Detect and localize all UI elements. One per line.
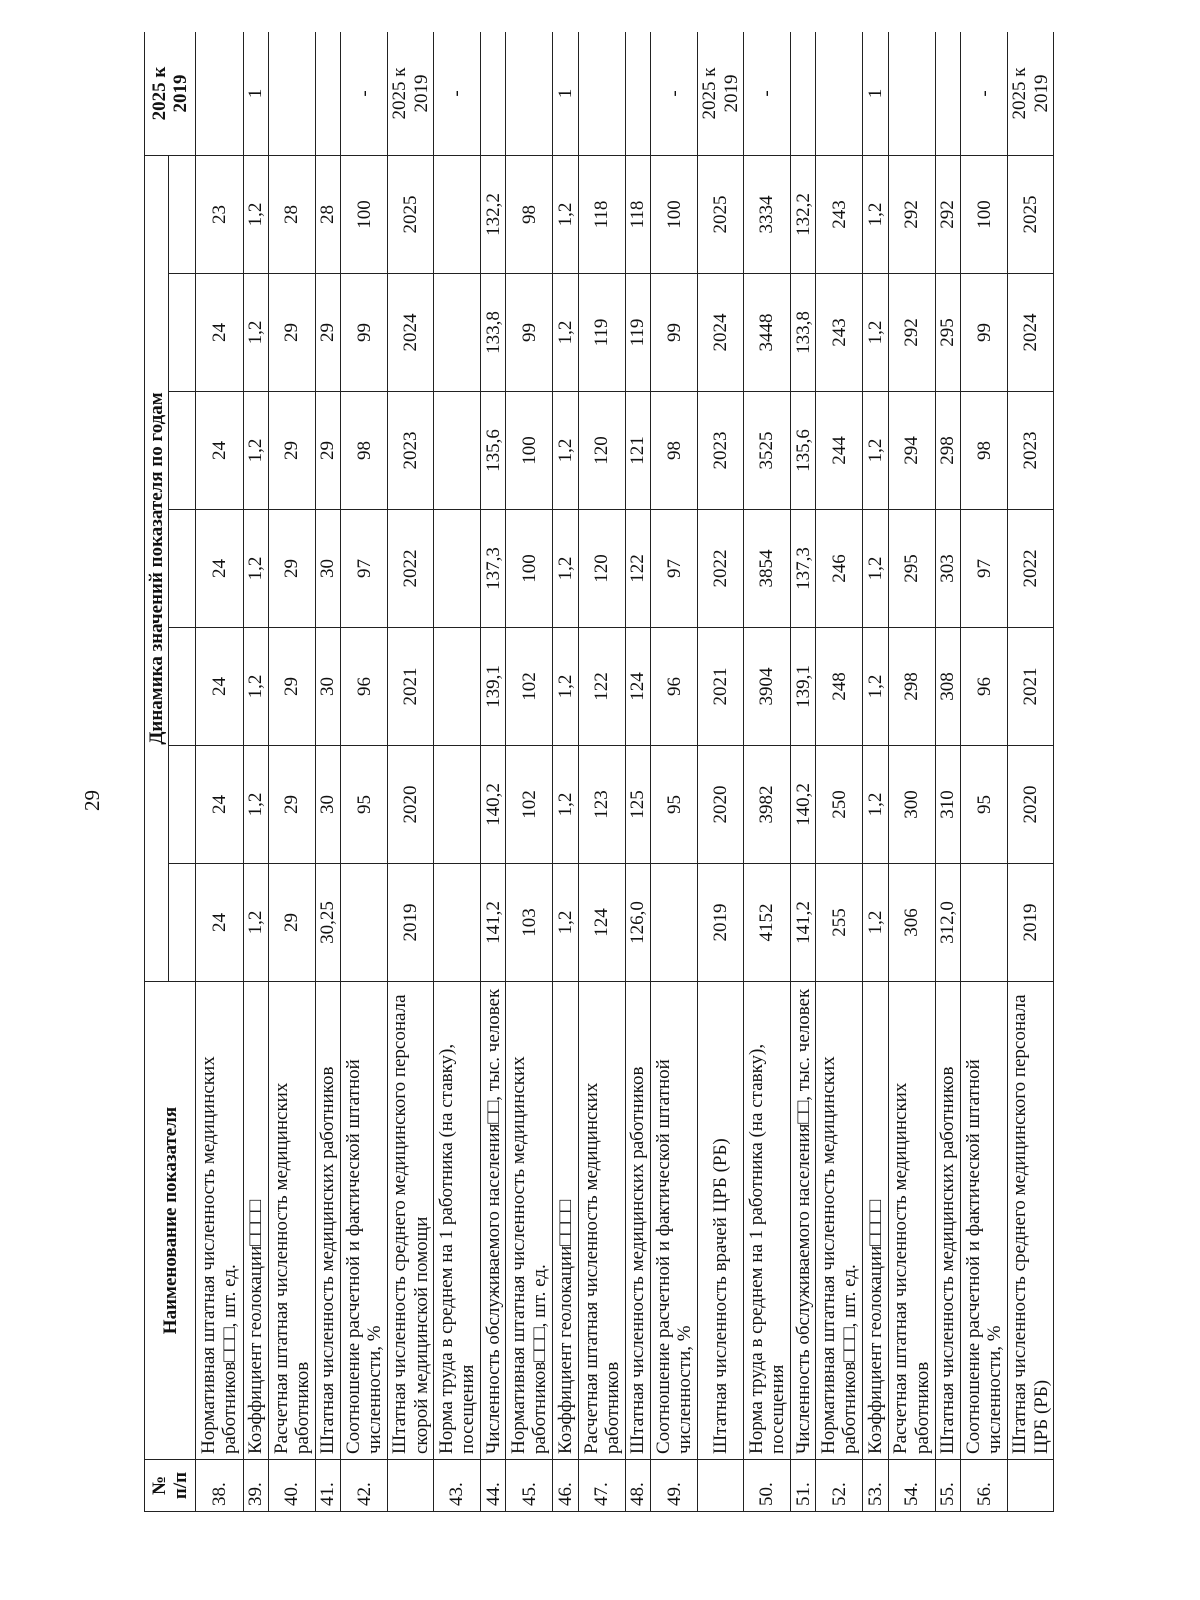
ratio-cell: 2025 к 2019	[1008, 32, 1054, 155]
table-row	[268, 32, 315, 1512]
value-cell: 255	[816, 864, 863, 982]
value-cell	[651, 864, 698, 982]
value-cell: 2021	[698, 628, 744, 746]
value-cell: 1,2	[553, 746, 578, 864]
ratio-cell: -	[743, 32, 790, 155]
value-cell: 98	[961, 392, 1008, 510]
value-cell: 140,2	[481, 746, 506, 864]
value-cell	[341, 864, 388, 982]
value-cell	[433, 746, 480, 864]
indicator-name: Коэффициент геолокации□□□□	[243, 982, 268, 1460]
header-spacer	[169, 392, 196, 510]
value-cell: 1,2	[553, 510, 578, 628]
header-spacer	[169, 864, 196, 982]
value-cell: 2021	[1008, 628, 1054, 746]
value-cell: 96	[961, 628, 1008, 746]
indicator-name: Нормативная штатная численность медицинских работников□□□, шт. ед.	[506, 982, 553, 1460]
indicator-name: Норма труда в среднем на 1 работника (на ставку), посещения	[433, 982, 480, 1460]
value-cell: 306	[888, 864, 935, 982]
row-number: 51.	[791, 1460, 816, 1512]
value-cell: 1,2	[243, 274, 268, 392]
header-num: № п/п	[145, 1460, 196, 1512]
header-spacer	[169, 510, 196, 628]
table-row	[888, 32, 935, 1512]
value-cell: 137,3	[791, 510, 816, 628]
value-cell: 308	[935, 628, 960, 746]
table-frame	[144, 32, 1054, 1512]
value-cell: 243	[816, 155, 863, 273]
header-dynamics: Динамика значений показателя по годам	[145, 155, 169, 981]
row-number: 38.	[196, 1460, 243, 1512]
value-cell: 29	[315, 392, 340, 510]
value-cell: 244	[816, 392, 863, 510]
value-cell: 100	[506, 392, 553, 510]
value-cell: 295	[888, 510, 935, 628]
ratio-cell	[791, 32, 816, 155]
table-row	[578, 32, 625, 1512]
value-cell: 2024	[1008, 274, 1054, 392]
value-cell: 2020	[1008, 746, 1054, 864]
value-cell: 118	[625, 155, 650, 273]
value-cell: 2024	[388, 274, 434, 392]
value-cell: 140,2	[791, 746, 816, 864]
ratio-cell: 1	[863, 32, 888, 155]
value-cell: 121	[625, 392, 650, 510]
value-cell: 120	[578, 510, 625, 628]
value-cell: 118	[578, 155, 625, 273]
value-cell: 292	[888, 155, 935, 273]
value-cell: 1,2	[553, 274, 578, 392]
indicator-name: Штатная численность среднего медицинского персонала ЦРБ (РБ)	[1008, 982, 1054, 1460]
value-cell: 96	[341, 628, 388, 746]
value-cell	[433, 392, 480, 510]
value-cell: 97	[341, 510, 388, 628]
ratio-cell: -	[961, 32, 1008, 155]
indicator-name: Нормативная штатная численность медицинских работников□□□, шт. ед.	[816, 982, 863, 1460]
value-cell: 1,2	[863, 510, 888, 628]
value-cell: 100	[961, 155, 1008, 273]
value-cell: 292	[935, 155, 960, 273]
value-cell: 141,2	[791, 864, 816, 982]
page-number: 29	[80, 790, 104, 811]
value-cell: 1,2	[553, 628, 578, 746]
table-row	[961, 32, 1008, 1512]
value-cell: 24	[196, 746, 243, 864]
value-cell: 2022	[388, 510, 434, 628]
table-row	[341, 32, 388, 1512]
table-row	[698, 32, 744, 1512]
value-cell: 139,1	[791, 628, 816, 746]
table-row	[506, 32, 553, 1512]
value-cell: 1,2	[863, 628, 888, 746]
row-number: 42.	[341, 1460, 388, 1512]
value-cell: 2021	[388, 628, 434, 746]
ratio-cell	[935, 32, 960, 155]
value-cell: 300	[888, 746, 935, 864]
ratio-cell: 1	[243, 32, 268, 155]
value-cell: 98	[651, 392, 698, 510]
table-row	[816, 32, 863, 1512]
value-cell: 1,2	[863, 274, 888, 392]
value-cell: 2019	[1008, 864, 1054, 982]
value-cell	[433, 155, 480, 273]
value-cell: 1,2	[243, 392, 268, 510]
ratio-cell	[625, 32, 650, 155]
value-cell: 1,2	[553, 155, 578, 273]
value-cell: 30,25	[315, 864, 340, 982]
row-number: 53.	[863, 1460, 888, 1512]
table-row	[315, 32, 340, 1512]
ratio-cell: -	[341, 32, 388, 155]
table-row	[791, 32, 816, 1512]
row-number: 41.	[315, 1460, 340, 1512]
value-cell: 29	[268, 864, 315, 982]
value-cell: 126,0	[625, 864, 650, 982]
value-cell: 294	[888, 392, 935, 510]
indicator-name: Штатная численность медицинских работников	[315, 982, 340, 1460]
ratio-cell	[481, 32, 506, 155]
value-cell: 102	[506, 746, 553, 864]
indicator-name: Штатная численность среднего медицинского персонала скорой медицинской помощи	[388, 982, 434, 1460]
value-cell: 2020	[388, 746, 434, 864]
value-cell: 3904	[743, 628, 790, 746]
ratio-cell: 1	[553, 32, 578, 155]
value-cell: 2020	[698, 746, 744, 864]
ratio-cell: 2025 к 2019	[698, 32, 744, 155]
value-cell: 3334	[743, 155, 790, 273]
value-cell: 122	[578, 628, 625, 746]
indicator-name: Расчетная штатная численность медицинских работников	[888, 982, 935, 1460]
value-cell: 119	[625, 274, 650, 392]
value-cell: 1,2	[243, 155, 268, 273]
value-cell: 137,3	[481, 510, 506, 628]
value-cell: 95	[651, 746, 698, 864]
indicator-name: Соотношение расчетной и фактической штатной численности, %	[961, 982, 1008, 1460]
value-cell: 250	[816, 746, 863, 864]
value-cell: 124	[625, 628, 650, 746]
row-number: 49.	[651, 1460, 698, 1512]
value-cell: 30	[315, 746, 340, 864]
table-row	[935, 32, 960, 1512]
value-cell: 1,2	[243, 746, 268, 864]
value-cell: 95	[961, 746, 1008, 864]
indicators-table	[144, 32, 1054, 1512]
value-cell: 29	[268, 392, 315, 510]
indicator-name: Расчетная штатная численность медицинских работников	[578, 982, 625, 1460]
value-cell: 1,2	[243, 628, 268, 746]
ratio-cell	[578, 32, 625, 155]
value-cell: 123	[578, 746, 625, 864]
value-cell: 124	[578, 864, 625, 982]
indicator-name: Нормативная штатная численность медицинских работников□□□, шт. ед.	[196, 982, 243, 1460]
table-row	[433, 32, 480, 1512]
value-cell: 1,2	[863, 155, 888, 273]
ratio-cell: -	[433, 32, 480, 155]
value-cell: 4152	[743, 864, 790, 982]
value-cell: 2022	[698, 510, 744, 628]
indicator-name: Численность обслуживаемого населения□□, тыс. человек	[791, 982, 816, 1460]
value-cell: 97	[961, 510, 1008, 628]
value-cell: 103	[506, 864, 553, 982]
value-cell: 2023	[1008, 392, 1054, 510]
value-cell: 120	[578, 392, 625, 510]
value-cell: 1,2	[863, 864, 888, 982]
value-cell: 125	[625, 746, 650, 864]
ratio-cell	[315, 32, 340, 155]
indicator-name: Расчетная штатная численность медицинских работников	[268, 982, 315, 1460]
row-number: 47.	[578, 1460, 625, 1512]
value-cell: 2023	[388, 392, 434, 510]
table-body	[196, 32, 1054, 1512]
value-cell: 24	[196, 510, 243, 628]
value-cell: 29	[268, 628, 315, 746]
table-row	[553, 32, 578, 1512]
table-row	[388, 32, 434, 1512]
value-cell: 298	[935, 392, 960, 510]
value-cell: 98	[341, 392, 388, 510]
value-cell: 3854	[743, 510, 790, 628]
value-cell: 139,1	[481, 628, 506, 746]
row-number	[388, 1460, 434, 1512]
header-spacer	[169, 155, 196, 273]
value-cell: 298	[888, 628, 935, 746]
value-cell: 2019	[698, 864, 744, 982]
value-cell: 99	[651, 274, 698, 392]
value-cell: 99	[506, 274, 553, 392]
value-cell: 97	[651, 510, 698, 628]
value-cell: 135,6	[791, 392, 816, 510]
value-cell: 2024	[698, 274, 744, 392]
value-cell: 99	[961, 274, 1008, 392]
value-cell: 303	[935, 510, 960, 628]
row-number: 43.	[433, 1460, 480, 1512]
table-row	[863, 32, 888, 1512]
value-cell: 95	[341, 746, 388, 864]
value-cell	[433, 864, 480, 982]
indicator-name: Штатная численность медицинских работников	[935, 982, 960, 1460]
row-number: 54.	[888, 1460, 935, 1512]
value-cell: 312,0	[935, 864, 960, 982]
value-cell: 23	[196, 155, 243, 273]
indicator-name: Коэффициент геолокации□□□□	[863, 982, 888, 1460]
value-cell: 1,2	[863, 746, 888, 864]
table-row	[243, 32, 268, 1512]
value-cell: 24	[196, 628, 243, 746]
row-number: 56.	[961, 1460, 1008, 1512]
indicator-name: Соотношение расчетной и фактической штатной численности, %	[341, 982, 388, 1460]
ratio-cell: -	[651, 32, 698, 155]
value-cell: 30	[315, 628, 340, 746]
ratio-cell	[888, 32, 935, 155]
value-cell: 295	[935, 274, 960, 392]
value-cell: 292	[888, 274, 935, 392]
value-cell: 132,2	[481, 155, 506, 273]
header-ratio: 2025 к 2019	[145, 32, 196, 155]
table-row	[625, 32, 650, 1512]
table-row	[1008, 32, 1054, 1512]
value-cell: 100	[506, 510, 553, 628]
value-cell: 1,2	[553, 864, 578, 982]
indicator-name: Коэффициент геолокации□□□□	[553, 982, 578, 1460]
value-cell: 29	[315, 274, 340, 392]
value-cell: 24	[196, 274, 243, 392]
value-cell: 28	[268, 155, 315, 273]
row-number: 46.	[553, 1460, 578, 1512]
value-cell: 99	[341, 274, 388, 392]
value-cell: 132,2	[791, 155, 816, 273]
value-cell: 3448	[743, 274, 790, 392]
value-cell: 310	[935, 746, 960, 864]
header-spacer	[169, 274, 196, 392]
header-spacer	[169, 628, 196, 746]
indicator-name: Норма труда в среднем на 1 работника (на ставку), посещения	[743, 982, 790, 1460]
value-cell: 1,2	[863, 392, 888, 510]
value-cell: 28	[315, 155, 340, 273]
ratio-cell	[268, 32, 315, 155]
indicator-name: Соотношение расчетной и фактической штатной численности, %	[651, 982, 698, 1460]
ratio-cell: 2025 к 2019	[388, 32, 434, 155]
value-cell: 102	[506, 628, 553, 746]
row-number: 45.	[506, 1460, 553, 1512]
value-cell: 100	[651, 155, 698, 273]
value-cell: 133,8	[791, 274, 816, 392]
indicator-name: Штатная численность медицинских работников	[625, 982, 650, 1460]
value-cell: 96	[651, 628, 698, 746]
value-cell: 2022	[1008, 510, 1054, 628]
value-cell: 1,2	[243, 510, 268, 628]
row-number: 50.	[743, 1460, 790, 1512]
header-spacer	[169, 746, 196, 864]
value-cell: 2025	[388, 155, 434, 273]
value-cell: 133,8	[481, 274, 506, 392]
row-number	[1008, 1460, 1054, 1512]
value-cell: 2023	[698, 392, 744, 510]
value-cell: 30	[315, 510, 340, 628]
value-cell: 1,2	[553, 392, 578, 510]
value-cell: 3525	[743, 392, 790, 510]
indicator-name: Численность обслуживаемого населения□□, тыс. человек	[481, 982, 506, 1460]
value-cell: 243	[816, 274, 863, 392]
row-number: 55.	[935, 1460, 960, 1512]
table-row	[481, 32, 506, 1512]
ratio-cell	[506, 32, 553, 155]
value-cell: 135,6	[481, 392, 506, 510]
value-cell	[433, 510, 480, 628]
value-cell: 2019	[388, 864, 434, 982]
row-number: 48.	[625, 1460, 650, 1512]
ratio-cell	[816, 32, 863, 155]
table-row	[651, 32, 698, 1512]
header-name: Наименование показателя	[145, 982, 196, 1460]
value-cell: 122	[625, 510, 650, 628]
value-cell: 1,2	[243, 864, 268, 982]
indicator-name: Штатная численность врачей ЦРБ (РБ)	[698, 982, 744, 1460]
row-number	[698, 1460, 744, 1512]
value-cell: 2025	[1008, 155, 1054, 273]
table-row	[743, 32, 790, 1512]
value-cell: 119	[578, 274, 625, 392]
value-cell: 24	[196, 392, 243, 510]
value-cell: 3982	[743, 746, 790, 864]
value-cell: 141,2	[481, 864, 506, 982]
value-cell: 246	[816, 510, 863, 628]
value-cell	[433, 274, 480, 392]
value-cell	[961, 864, 1008, 982]
value-cell: 2025	[698, 155, 744, 273]
row-number: 52.	[816, 1460, 863, 1512]
value-cell: 29	[268, 510, 315, 628]
value-cell: 98	[506, 155, 553, 273]
value-cell: 248	[816, 628, 863, 746]
row-number: 40.	[268, 1460, 315, 1512]
row-number: 39.	[243, 1460, 268, 1512]
ratio-cell	[196, 32, 243, 155]
value-cell: 29	[268, 746, 315, 864]
value-cell: 24	[196, 864, 243, 982]
row-number: 44.	[481, 1460, 506, 1512]
table-row	[196, 32, 243, 1512]
value-cell: 29	[268, 274, 315, 392]
value-cell: 100	[341, 155, 388, 273]
value-cell	[433, 628, 480, 746]
